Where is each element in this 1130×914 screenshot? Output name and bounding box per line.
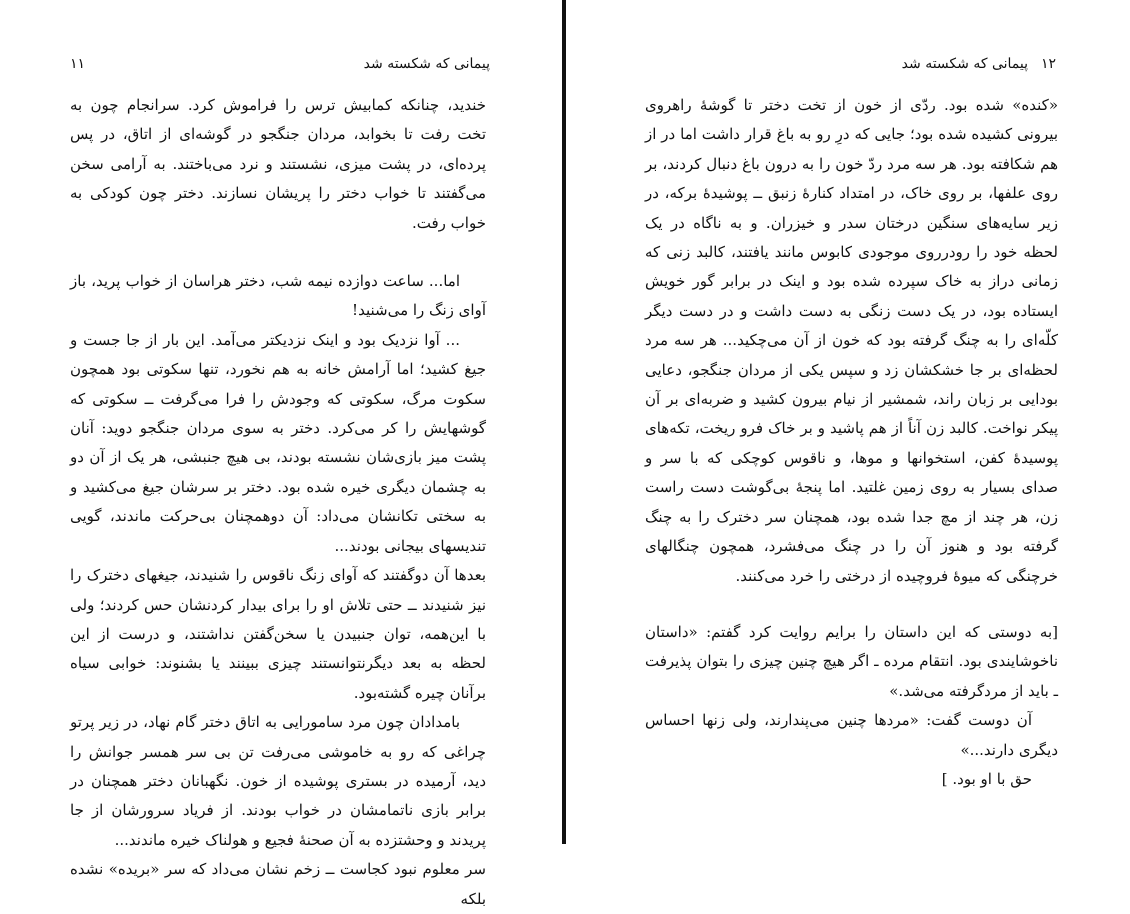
right-page-body bbox=[645, 91, 1058, 794]
paragraph: «کنده» شده بود. ردّی از خون از تخت دختر تا گوشهٔ راهروی بیرونی کشیده شده بود؛ جایی که درِ رو به باغ قرار داشت اما در از هم شکافته بود. هر سه مرد ردّ خون را به درون باغ دنبال کردند، بر روی علفها، بر روی خاک، در امتداد کنارهٔ زنبق ــ پوشیدهٔ برکه، در زیر سایه‌های سنگین درختان سدر و خیزران. و به ناگاه در یک لحظه خود را رودرروی موجودی کابوس مانند یافتند، کالبد زنی که زمانی دراز به خاک سپرده شده بود و اینک در برابر گور خویش ایستاده بود، در یک دست زنگی به دست داشت و در دست دیگر کلّه‌ای را به چنگ گرفته بود که خون از آن می‌چکید... هر سه مرد لحظه‌ای بر جا خشکشان زد و سپس یکی از مردان جنگجو، دعایی بودایی بر زبان راند، شمشیر از نیام بیرون کشید و ضربه‌ای بر آن پیکر نواخت. کالبد زن آناً از هم پاشید و بر خاک فرو ریخت، تکه‌های پوسیدهٔ کفن، استخوانها و موها، و ناقوس کوچکی که با سر و صدای بسیار به روی زمین غلتید. اما پنجهٔ بی‌گوشت دست راست زن، هر چند از مچ جدا شده بود، همچنان سر دخترک را به چنگ گرفته بود و هنوز آن را در چنگ می‌فشرد، همچون چنگالهای خرچنگی که میوهٔ فروچیده از درختی را خرد می‌کنند. bbox=[645, 96, 1058, 585]
paragraph: بعدها آن دوگفتند که آوای زنگ ناقوس را شنیدند، جیغهای دخترک را نیز شنیدند ــ حتی تلاش او را برای بیدار کردنشان حس کردند؛ ولی با این‌همه، توان جنبیدن یا سخن‌گفتن نداشتند، و درست از این لحظه به بعد دیگرنتوانستند چیزی ببینند یا بشنوند: خوابی سیاه برآنان چیره گشته‌بود. bbox=[70, 566, 486, 702]
paragraph: خندید، چنانکه کمابیش ترس را فراموش کرد. سرانجام چون به تخت رفت تا بخوابد، مردان جنگجو در گوشه‌ای از اتاق، در پس پرده‌ای، در پشت میزی، نشستند و نرد می‌باختند. به آرامی سخن می‌گفتند تا خواب دختر را پریشان نسازند. دختر چون کودکی به خواب رفت. bbox=[70, 96, 486, 232]
right-page-header bbox=[645, 54, 1056, 74]
paragraph: [به دوستی که این داستان را برایم روایت کرد گفتم: «داستان ناخوشایندی بود. انتقام مرده ـ اگر هیچ چنین چیزی را بتوان پذیرفت ـ باید از مردگرفته می‌شد.» bbox=[645, 622, 1058, 700]
paragraph: بامدادان چون مرد سامورایی به اتاق دختر گام نهاد، در زیر پرتو چراغی که رو به خاموشی می‌رفت تن بی سر همسر جوانش را دید، آرمیده در بستری پوشیده از خون. نگهبانان دختر همچنان در برابر بازی ناتمامشان در خواب بودند. از فریاد سرورشان از جا پریدند و وحشتزده به آن صحنهٔ فجیع و هولناک خیره ماندند... bbox=[70, 713, 486, 849]
left-running-title: پیمانی که شکسته شد bbox=[363, 56, 490, 72]
paragraph: آن دوست گفت: «مردها چنین می‌پندارند، ولی زنها احساس دیگری دارند...» bbox=[645, 711, 1058, 759]
right-page bbox=[567, 0, 1130, 844]
right-running-title: پیمانی که شکسته شد bbox=[901, 56, 1028, 72]
paragraph: ... آوا نزدیک بود و اینک نزدیکتر می‌آمد. این بار از جا جست و جیغ کشید؛ اما آرامش خانه به هم نخورد، تنها سکوتی بود همچون سکوت مرگ، سکوتی که وجودش را فرا می‌گرفت ــ سکوتی که گوشهایش را کر می‌کرد. دختر به سوی مردان جنگجو دوید: آنان پشت میز بازی‌شان نشسته بودند، بی هیچ جنبشی، هر یک از آن دو به چشمان دیگری خیره شده بود. دختر بر سرشان جیغ می‌کشید و به سختی تکانشان می‌داد: آن دوهمچنان بی‌حرکت ماندند، گویی تندیسهای بیجانی بودند... bbox=[70, 330, 486, 555]
left-page-number: ۱۱ bbox=[70, 56, 86, 72]
right-page-number: ۱۲ bbox=[1040, 56, 1056, 72]
left-page-body bbox=[70, 91, 486, 914]
paragraph: سر معلوم نبود کجاست ــ زخم نشان می‌داد که سر «بریده» نشده بلکه bbox=[70, 860, 486, 908]
left-page-header bbox=[70, 54, 490, 74]
left-page bbox=[0, 0, 563, 908]
paragraph: حق با او بود. ] bbox=[941, 769, 1032, 788]
paragraph: اما... ساعت دوازده نیمه شب، دختر هراسان از خواب پرید، باز آوای زنگ را می‌شنید! bbox=[70, 272, 486, 320]
